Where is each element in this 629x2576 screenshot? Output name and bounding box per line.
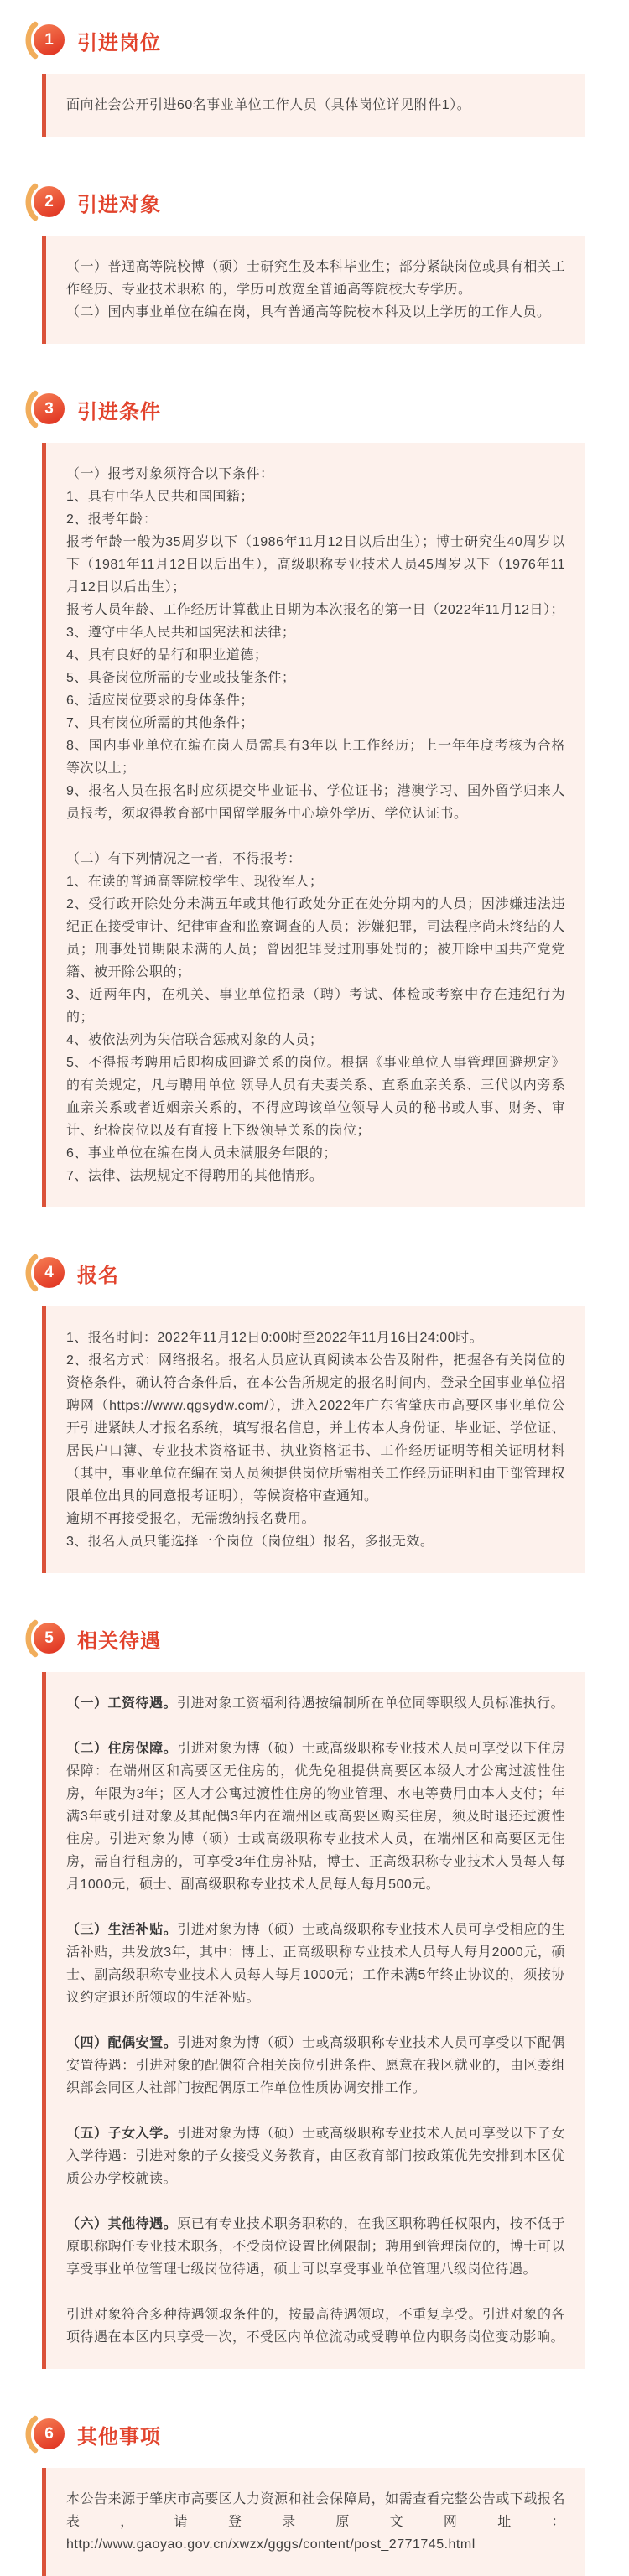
section-recruit-conditions [0, 391, 629, 1208]
section-content-box [42, 74, 585, 137]
section-header [23, 22, 629, 59]
paragraph: 2、受行政开除处分未满五年或其他行政处分正在处分期内的人员；因涉嫌违法违纪正在接受审计、纪律审查和监察调查的人员；涉嫌犯罪，司法程序尚未终结的人员；刑事处罚期限未满的人员；曾因犯罪受过刑事处罚的；被开除中国共产党党籍、被开除公职的； [66, 897, 565, 979]
section-benefits [0, 1620, 629, 2369]
paragraph-text: 原已有专业技术职务职称的，在我区职称聘任权限内，按不低于原职称聘任专业技术职务，不受岗位设置比例限制；聘用到管理岗位的，博士可以享受事业单位管理七级岗位待遇，硕士可以享受事业单位管理八级岗位待遇。 [66, 2217, 565, 2277]
section-header [23, 1254, 629, 1291]
section-recruit-targets [0, 184, 629, 344]
section-other-matters [0, 2416, 629, 2576]
section-number-badge: 2 [34, 186, 65, 217]
paragraph: 4、具有良好的品行和职业道德； [66, 648, 268, 662]
section-recruit-positions [0, 22, 629, 137]
section-registration [0, 1254, 629, 1573]
section-content-box [42, 1306, 585, 1573]
paragraph: （二）国内事业单位在编在岗，具有普通高等院校本科及以上学历的工作人员。 [66, 305, 551, 319]
paragraph [66, 1737, 565, 1896]
section-badge [23, 391, 65, 428]
paragraph-bold-lead: （一）工资待遇。 [66, 1696, 178, 1711]
paragraph: 引进对象符合多种待遇领取条件的，按最高待遇领取，不重复享受。引进对象的各项待遇在本区内只享受一次，不受区内单位流动或受聘单位内职务岗位变动影响。 [66, 2308, 565, 2345]
paragraph: 报考人员年龄、工作经历计算截止日期为本次报名的第一日（2022年11月12日）； [66, 603, 565, 617]
paragraph-bold-lead: （四）配偶安置。 [66, 2036, 178, 2050]
section-title: 引进岗位 [77, 31, 161, 55]
paragraph: 报考年龄一般为35周岁以下（1986年11月12日以后出生）；博士研究生40周岁以下（1981年11月12日以后出生），高级职称专业技术人员45周岁以下（1976年11月12日以后出生）； [66, 535, 565, 595]
section-number-badge: 5 [34, 1623, 65, 1654]
section-badge [23, 2416, 65, 2453]
section-number-badge: 6 [34, 2418, 65, 2449]
section-number-badge: 1 [34, 24, 65, 55]
paragraph: 6、事业单位在编在岗人员未满服务年限的； [66, 1146, 337, 1161]
paragraph: 2、报考年龄： [66, 512, 158, 527]
paragraph-with-source-url: 本公告来源于肇庆市高要区人力资源和社会保障局，如需查看完整公告或下载报名表，请登录原文网址：http://www.gaoyao.gov.cn/xwzx/gggs/content/post_2771745.html [66, 2492, 565, 2552]
paragraph: 3、近两年内，在机关、事业单位招录（聘）考试、体检或考察中存在违纪行为的； [66, 988, 565, 1025]
paragraph [66, 2213, 565, 2281]
paragraph: （一）普通高等院校博（硕）士研究生及本科毕业生；部分紧缺岗位或具有相关工作经历、专业技术职称 的，学历可放宽至普通高等院校大专学历。 [66, 260, 565, 297]
paragraph: 4、被依法列为失信联合惩戒对象的人员； [66, 1033, 324, 1047]
section-number-badge: 4 [34, 1257, 65, 1288]
paragraph [66, 2032, 565, 2100]
section-content-box [42, 236, 585, 344]
section-content-box [42, 2468, 585, 2576]
paragraph: 5、具备岗位所需的专业或技能条件； [66, 671, 296, 685]
paragraph [66, 1919, 565, 2009]
section-header [23, 184, 629, 221]
paragraph: 3、遵守中华人民共和国宪法和法律； [66, 626, 296, 640]
section-title: 引进条件 [77, 400, 161, 423]
paragraph: 7、法律、法规规定不得聘用的其他情形。 [66, 1169, 324, 1183]
paragraph: 逾期不再接受报名，无需缴纳报名费用。 [66, 1512, 316, 1526]
section-content-box [42, 1672, 585, 2369]
paragraph: 1、在读的普通高等院校学生、现役军人； [66, 875, 324, 889]
paragraph: 1、具有中华人民共和国国籍； [66, 490, 254, 504]
paragraph: （二）有下列情况之一者，不得报考： [66, 852, 302, 866]
paragraph: 7、具有岗位所需的其他条件； [66, 716, 254, 730]
paragraph [66, 2122, 565, 2190]
section-header [23, 2416, 629, 2453]
paragraph-text: 引进对象工资福利待遇按编制所在单位同等职级人员标准执行。 [177, 1696, 565, 1711]
section-number-badge: 3 [34, 393, 65, 424]
paragraph-text: 引进对象为博（硕）士或高级职称专业技术人员可享受以下子女入学待遇：引进对象的子女接受义务教育，由区教育部门按政策优先安排到本区优质公办学校就读。 [66, 2127, 565, 2186]
paragraph-bold-lead: （六）其他待遇。 [66, 2217, 178, 2231]
paragraph: 1、报名时间：2022年11月12日0:00时至2022年11月16日24:00时。 [66, 1331, 484, 1345]
section-title: 引进对象 [77, 193, 161, 216]
section-badge [23, 1620, 65, 1657]
paragraph-text: 引进对象为博（硕）士或高级职称专业技术人员可享受以下配偶安置待遇：引进对象的配偶符合相关岗位引进条件、愿意在我区就业的，由区委组织部会同区人社部门按配偶原工作单位性质协调安排工作。 [66, 2036, 565, 2096]
section-header [23, 1620, 629, 1657]
paragraph: 6、适应岗位要求的身体条件； [66, 693, 254, 708]
paragraph [66, 1692, 565, 1715]
paragraph-text: 引进对象为博（硕）士或高级职称专业技术人员可享受相应的生活补贴，共发放3年，其中：博士、正高级职称专业技术人员每人每月2000元，硕士、副高级职称专业技术人员每人每月1000元；工作未满5年终止协议的，须按协议约定退还所领取的生活补贴。 [66, 1923, 565, 2005]
paragraph: 面向社会公开引进60名事业单位工作人员（具体岗位详见附件1）。 [66, 98, 471, 112]
paragraph: （一）报考对象须符合以下条件： [66, 467, 274, 481]
paragraph-bold-lead: （二）住房保障。 [66, 1742, 178, 1756]
paragraph: 9、报名人员在报名时应须提交毕业证书、学位证书；港澳学习、国外留学归来人员报考，须取得教育部中国留学服务中心境外学历、学位认证书。 [66, 784, 565, 821]
section-badge [23, 1254, 65, 1291]
section-badge [23, 22, 65, 59]
section-content-box [42, 443, 585, 1208]
section-badge [23, 184, 65, 221]
section-title: 其他事项 [77, 2425, 161, 2449]
paragraph: 5、不得报考聘用后即构成回避关系的岗位。根据《事业单位人事管理回避规定》的有关规定，凡与聘用单位 领导人员有夫妻关系、直系血亲关系、三代以内旁系血亲关系或者近姻亲关系的，不得应聘该单位领导人员的秘书或人事、财务、审计、纪检岗位以及有直接上下级领导关系的岗位； [66, 1056, 565, 1138]
paragraph: 8、国内事业单位在编在岗人员需具有3年以上工作经历；上一年年度考核为合格等次以上； [66, 739, 565, 776]
section-title: 报名 [77, 1264, 119, 1287]
paragraph: 2、报名方式：网络报名。报名人员应认真阅读本公告及附件，把握各有关岗位的资格条件，确认符合条件后，在本公告所规定的报名时间内，登录全国事业单位招聘网（https://www.qgsydw.com/），进入2022年广东省肇庆市高要区事业单位公开引进紧缺人才报名系统，填写报名信息，并上传本人身份证、毕业证、学位证、居民户口簿、专业技术资格证书、执业资格证书、工作经历证明等相关证明材料（其中，事业单位在编在岗人员须提供岗位所需相关工作经历证明和由干部管理权限单位出具的同意报考证明），等候资格审查通知。 [66, 1353, 565, 1504]
section-header [23, 391, 629, 428]
paragraph-bold-lead: （三）生活补贴。 [66, 1923, 178, 1937]
paragraph-bold-lead: （五）子女入学。 [66, 2127, 178, 2141]
paragraph-text: 引进对象为博（硕）士或高级职称专业技术人员可享受以下住房保障：在端州区和高要区无住房的，优先免租提供高要区本级人才公寓过渡性住房，年限为3年；区人才公寓过渡性住房的物业管理、水电等费用由本人支付；年满3年或引进对象及其配偶3年内在端州区或高要区购买住房，须及时退还过渡性住房。引进对象为博（硕）士或高级职称专业技术人员，在端州区和高要区无住房，需自行租房的，可享受3年住房补贴，博士、正高级职称专业技术人员每人每月1000元，硕士、副高级职称专业技术人员每人每月500元。 [66, 1742, 565, 1892]
paragraph: 3、报名人员只能选择一个岗位（岗位组）报名，多报无效。 [66, 1535, 434, 1549]
section-title: 相关待遇 [77, 1629, 161, 1653]
